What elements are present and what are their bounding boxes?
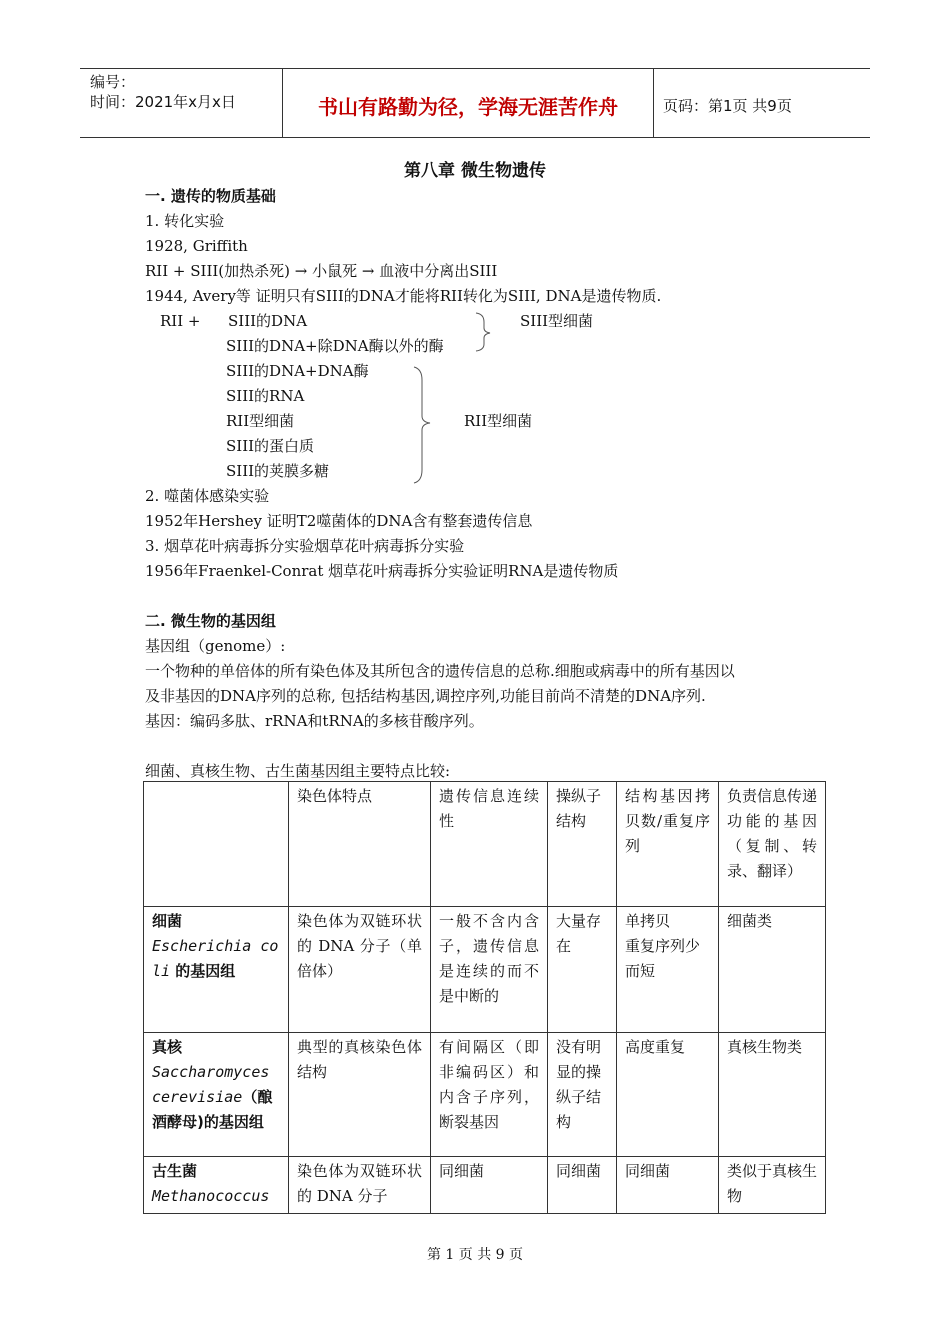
table-row (144, 907, 826, 1033)
row-header (144, 1033, 289, 1157)
text-line: 1928, Griffith (145, 237, 248, 255)
experiment-item: SIII的DNA (228, 312, 308, 330)
genome-definition: 一个物种的单倍体的所有染色体及其所包含的遗传信息的总称.细胞或病毒中的所有基因以 (145, 662, 735, 680)
table-header-cell (144, 782, 289, 907)
section2-heading: 二. 微生物的基因组 (145, 612, 276, 630)
text-line: 1944, Avery等 证明只有SIII的DNA才能将RII转化为SIII, DNA是遗传物质. (145, 287, 662, 305)
page-info: 页码：第1页 共9页 (663, 97, 792, 115)
gene-definition: 基因：编码多肽、rRNA和tRNA的多核苷酸序列。 (145, 712, 484, 730)
row-header (144, 1157, 289, 1214)
header-meta (80, 69, 282, 137)
table-header-cell: 操纵子结构 (548, 782, 617, 907)
organism-group: 真核 (152, 1038, 183, 1056)
section1-heading: 一. 遗传的物质基础 (145, 187, 276, 205)
time-label: 时间：2021年x月x日 (90, 93, 236, 111)
table-cell: 有间隔区（即非编码区）和内含子序列，断裂基因 (431, 1033, 548, 1157)
experiment-item: SIII的DNA+除DNA酶以外的酶 (226, 337, 444, 355)
page-footer: 第 1 页 共 9 页 (426, 1247, 524, 1263)
experiment-item: SIII的RNA (226, 387, 305, 405)
experiment-item: RII型细菌 (226, 412, 295, 430)
table-cell: 细菌类 (719, 907, 826, 1033)
table-row (144, 1157, 826, 1214)
table-cell: 类似于真核生物 (719, 1157, 826, 1214)
species-name: Saccharomyces cerevisiae (152, 1063, 270, 1106)
table-header-cell: 染色体特点 (289, 782, 431, 907)
row-header-suffix: （酿酒酵母)的基因组 (152, 1088, 273, 1131)
sub-heading-tmv: 3. 烟草花叶病毒拆分实验烟草花叶病毒拆分实验 (145, 537, 465, 555)
table-cell: 单拷贝 重复序列少而短 (617, 907, 719, 1033)
table-cell: 同细菌 (431, 1157, 548, 1214)
organism-group: 古生菌 (152, 1162, 198, 1180)
brace-bottom (408, 366, 438, 484)
table-cell: 典型的真核染色体结构 (289, 1033, 431, 1157)
species-name: Escherichia coli (152, 937, 279, 980)
experiment-item: SIII的DNA+DNA酶 (226, 362, 369, 380)
text-line: 1952年Hershey 证明T2噬菌体的DNA含有整套遗传信息 (145, 512, 533, 530)
table-cell: 染色体为双链环状的 DNA 分子 (289, 1157, 431, 1214)
table-header-cell: 遗传信息连续性 (431, 782, 548, 907)
number-label: 编号： (90, 73, 136, 91)
table-cell: 没有明显的操纵子结构 (548, 1033, 617, 1157)
row-header (144, 907, 289, 1033)
sub-heading-transformation: 1. 转化实验 (145, 212, 225, 230)
row-header-suffix: 的基因组 (170, 962, 236, 980)
table-cell: 大量存在 (548, 907, 617, 1033)
experiment-item: SIII的荚膜多糖 (226, 462, 330, 480)
experiment-item: SIII的蛋白质 (226, 437, 315, 455)
organism-group: 细菌 (152, 912, 183, 930)
result-siii: SIII型细菌 (520, 312, 594, 330)
sub-heading-phage: 2. 噬菌体感染实验 (145, 487, 270, 505)
table-row (144, 1033, 826, 1157)
motto: 书山有路勤为径，学海无涯苦作舟 (318, 95, 618, 119)
rii-plus-label: RII + (160, 312, 201, 330)
table-header-row (144, 782, 826, 907)
genome-label: 基因组（genome）: (145, 637, 286, 655)
chapter-title: 第八章 微生物遗传 (404, 161, 546, 181)
text-line: 1956年Fraenkel-Conrat 烟草花叶病毒拆分实验证明RNA是遗传物质 (145, 562, 619, 580)
table-cell: 同细菌 (548, 1157, 617, 1214)
table-cell: 染色体为双链环状的 DNA 分子（单倍体） (289, 907, 431, 1033)
table-cell: 同细菌 (617, 1157, 719, 1214)
result-rii: RII型细菌 (464, 412, 533, 430)
genome-comparison-table (143, 781, 826, 1214)
page-header (80, 68, 870, 138)
species-name: Methanococcus (152, 1187, 270, 1205)
header-motto-cell (282, 69, 654, 137)
text-line: RII + SIII(加热杀死) → 小鼠死 → 血液中分离出SIII (145, 262, 498, 280)
brace-top (470, 312, 500, 352)
genome-definition: 及非基因的DNA序列的总称, 包括结构基因,调控序列,功能目前尚不清楚的DNA序列. (145, 687, 706, 705)
table-caption: 细菌、真核生物、古生菌基因组主要特点比较: (145, 762, 451, 780)
table-cell: 真核生物类 (719, 1033, 826, 1157)
table-header-cell: 结构基因拷贝数/重复序列 (617, 782, 719, 907)
table-cell: 高度重复 (617, 1033, 719, 1157)
table-header-cell: 负责信息传递功能的基因（复制、转录、翻译） (719, 782, 826, 907)
table-cell: 一般不含内含子，遗传信息是连续的而不是中断的 (431, 907, 548, 1033)
